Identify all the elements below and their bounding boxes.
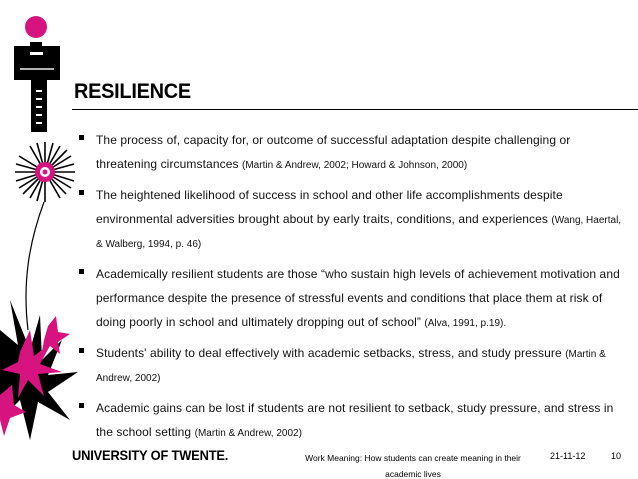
title-divider xyxy=(72,109,638,110)
bullet-marker-icon xyxy=(79,190,84,195)
bullet-marker-icon xyxy=(79,135,84,140)
footer-document-title: Work Meaning: How students can create meaning in their academic lives xyxy=(305,453,521,479)
bullet-item xyxy=(78,396,623,446)
slide-title: RESILIENCE xyxy=(74,80,191,103)
bullet-item xyxy=(78,262,623,336)
bullet-text: Students' ability to deal effectively with academic setbacks, stress, and study pressure xyxy=(96,346,566,360)
bullet-citation: (Alva, 1991, p.19). xyxy=(424,318,507,329)
decorative-illustration xyxy=(0,0,80,479)
footer-date: 21-11-12 xyxy=(550,451,586,461)
bullet-citation: (Martin & Andrew, 2002) xyxy=(194,428,302,439)
bullet-marker-icon xyxy=(79,348,84,353)
bullet-text: The heightened likelihood of success in school and other life accomplishments despite environmental adversities brought about by early traits, conditions, and experiences xyxy=(96,188,563,226)
bullet-citation: (Martin & Andrew, 2002; Howard & Johnson, 2000) xyxy=(242,160,468,171)
bullet-marker-icon xyxy=(79,269,84,274)
university-logo: UNIVERSITY OF TWENTE. xyxy=(72,447,229,463)
bullet-item xyxy=(78,128,623,178)
bullet-list xyxy=(78,128,623,451)
bullet-text: The process of, capacity for, or outcome of successful adaptation despite challenging or threatening circumstances xyxy=(96,133,571,171)
bullet-item xyxy=(78,183,623,257)
bullet-citation: (Wang, Haertal, & Walberg, 1994, p. 46) xyxy=(96,215,622,250)
bullet-text: Academic gains can be lost if students are not resilient to setback, study pressure, and stress in the school setting xyxy=(96,401,614,439)
bullet-item xyxy=(78,341,623,391)
page-number: 10 xyxy=(611,451,622,461)
bullet-text: Academically resilient students are those “who sustain high levels of achievement motivation and performance despite the presence of stressful events and conditions that place them at risk of doing poorly in school and ultimately dropping out of school” xyxy=(96,267,620,329)
bullet-marker-icon xyxy=(79,403,84,408)
bullet-citation: (Martin & Andrew, 2002) xyxy=(96,349,606,384)
